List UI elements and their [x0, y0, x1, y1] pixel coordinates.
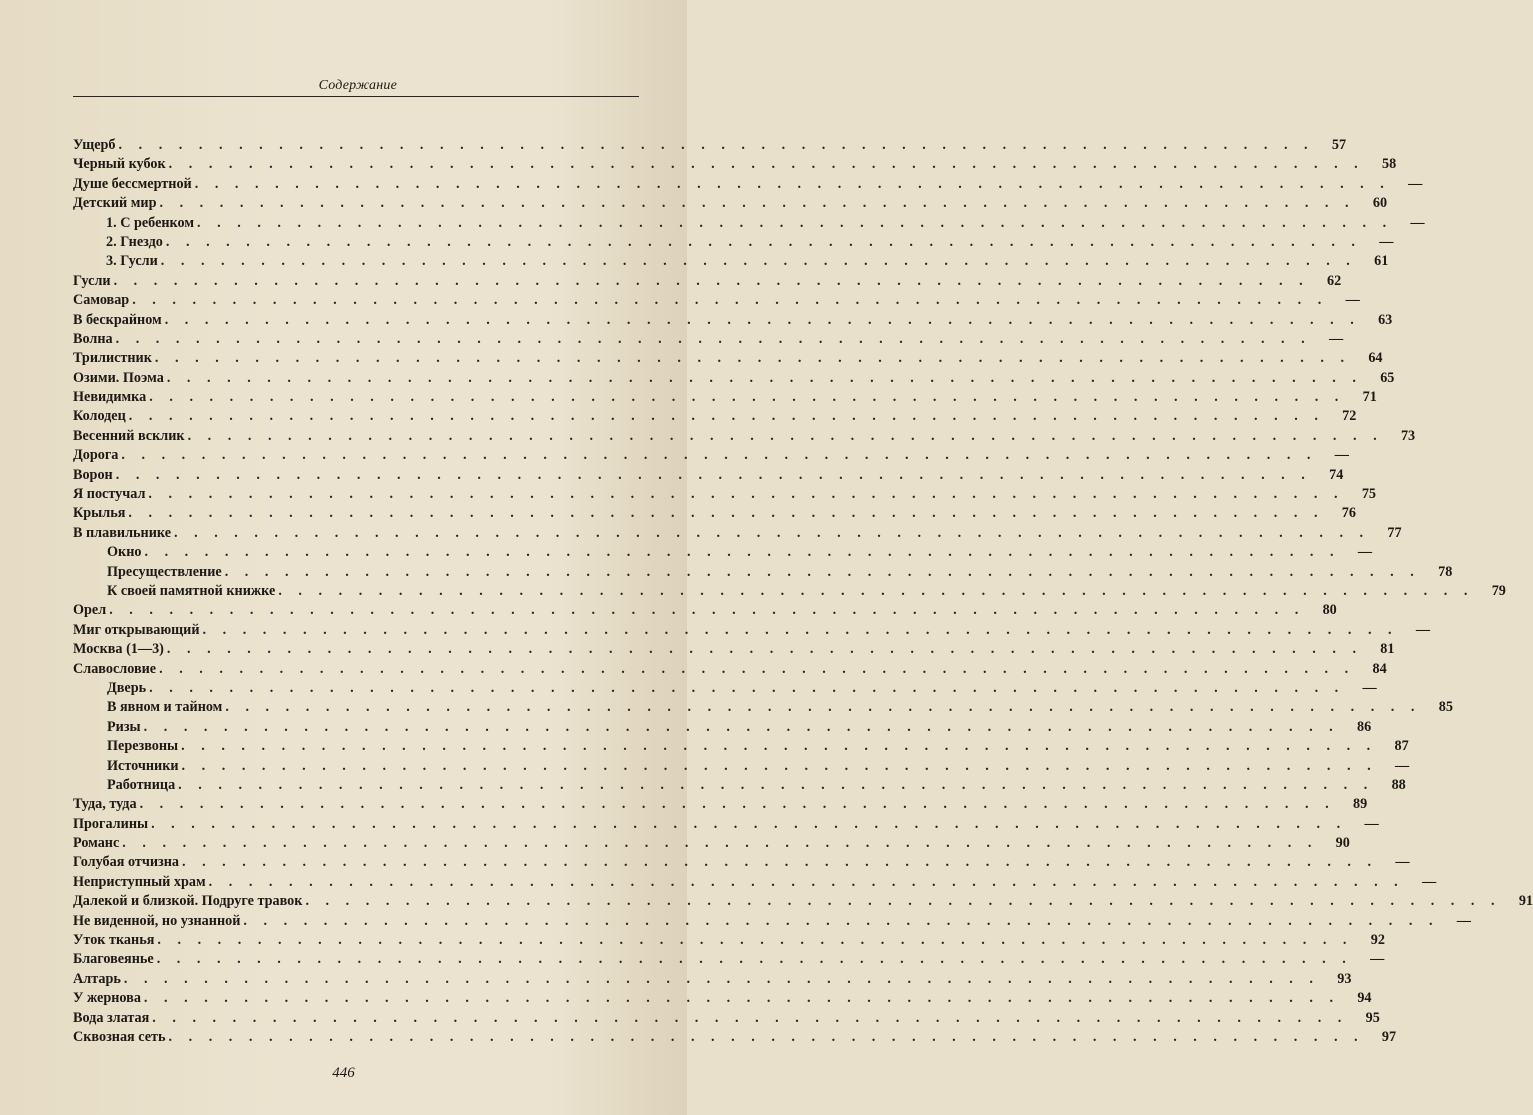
- header-title: Содержание: [318, 78, 397, 93]
- toc-entry: [73, 932, 1385, 951]
- toc-entry-title: Крылья: [73, 505, 126, 522]
- dot-leader: . . . . . . . . . . . . . . . . . . . . . . . . . . . . . . . . . . . . . . . . . . . . . . . . . . . . . . . . . . . .: [278, 582, 1474, 599]
- toc-entry-title: Ворон: [73, 466, 113, 483]
- toc-entry-page: 95: [1365, 1009, 1380, 1026]
- toc-entry-title: В бескрайном: [73, 311, 162, 328]
- toc-entry-title: К своей памятной книжке: [107, 582, 276, 599]
- toc-entry-page: 86: [1357, 718, 1372, 735]
- toc-entry-page: 94: [1357, 990, 1372, 1007]
- toc-entry: [73, 272, 1342, 292]
- dot-leader: . . . . . . . . . . . . . . . . . . . . . . . . . . . . . . . . . . . . . . . . . . . . . . . . . . . . . . . . . . . .: [174, 524, 1370, 541]
- toc-entry: [73, 854, 1410, 873]
- toc-entry-page: 76: [1341, 505, 1356, 522]
- toc-entry-title: Алтарь: [73, 970, 121, 987]
- toc-entry: [73, 621, 1431, 641]
- toc-entry-title: Уток тканья: [73, 932, 155, 949]
- toc-entry-title: Далекой и близкой. Подруге травок: [73, 893, 303, 910]
- toc-entry-title: Весенний всклик: [73, 427, 185, 444]
- toc-entry-page: 57: [1331, 137, 1347, 153]
- toc-entry-page: 81: [1380, 641, 1395, 658]
- toc-entry-page: 78: [1438, 563, 1453, 580]
- dot-leader: . . . . . . . . . . . . . . . . . . . . . . . . . . . . . . . . . . . . . . . . . . . . . . . . . . . . . . . . . . . .: [305, 893, 1502, 910]
- toc-entry: [73, 776, 1406, 796]
- toc-entry: [73, 660, 1387, 680]
- toc-entry: [73, 699, 1453, 718]
- dot-leader: . . . . . . . . . . . . . . . . . . . . . . . . . . . . . . . . . . . . . . . . . . . . . . . . . . . . . . . . . . . .: [132, 292, 1328, 309]
- toc-entry-page: 97: [1381, 1028, 1397, 1045]
- dot-leader: . . . . . . . . . . . . . . . . . . . . . . . . . . . . . . . . . . . . . . . . . . . . . . . . . . . . . . . . . . . .: [181, 738, 1377, 755]
- dot-leader: . . . . . . . . . . . . . . . . . . . . . . . . . . . . . . . . . . . . . . . . . . . . . . . . . . . . . . . . . . . .: [118, 137, 1315, 153]
- dot-leader: . . . . . . . . . . . . . . . . . . . . . . . . . . . . . . . . . . . . . . . . . . . . . . . . . . . . . . . . . . . .: [159, 660, 1355, 677]
- toc-entry: [73, 873, 1437, 893]
- toc-entry: [73, 796, 1368, 815]
- toc-entry: [73, 582, 1506, 602]
- toc-entry-page: —: [1456, 912, 1471, 929]
- toc-entry: [73, 137, 1347, 156]
- toc-entry: [73, 233, 1394, 253]
- toc-entry: [73, 893, 1533, 912]
- dot-leader: . . . . . . . . . . . . . . . . . . . . . . . . . . . . . . . . . . . . . . . . . . . . . . . . . . . . . . . . . . . .: [165, 233, 1362, 250]
- toc-entry-title: Благовеянье: [73, 951, 154, 968]
- dot-leader: . . . . . . . . . . . . . . . . . . . . . . . . . . . . . . . . . . . . . . . . . . . . . . . . . . . . . . . . . . . .: [154, 350, 1351, 367]
- toc-entry-page: 91: [1518, 893, 1533, 910]
- dot-leader: . . . . . . . . . . . . . . . . . . . . . . . . . . . . . . . . . . . . . . . . . . . . . . . . . . . . . . . . . . . .: [128, 505, 1324, 522]
- toc-entry: [73, 311, 1393, 331]
- dot-leader: . . . . . . . . . . . . . . . . . . . . . . . . . . . . . . . . . . . . . . . . . . . . . . . . . . . . . . . . . . . .: [187, 427, 1384, 444]
- dot-leader: . . . . . . . . . . . . . . . . . . . . . . . . . . . . . . . . . . . . . . . . . . . . . . . . . . . . . . . . . . . .: [159, 195, 1356, 212]
- toc-entry-title: Славословие: [73, 660, 157, 677]
- toc-entry-page: —: [1410, 214, 1425, 231]
- dot-leader: . . . . . . . . . . . . . . . . . . . . . . . . . . . . . . . . . . . . . . . . . . . . . . . . . . . . . . . . . . . .: [113, 272, 1310, 289]
- toc-entry: [73, 330, 1344, 350]
- dot-leader: . . . . . . . . . . . . . . . . . . . . . . . . . . . . . . . . . . . . . . . . . . . . . . . . . . . . . . . . . . . .: [143, 990, 1340, 1007]
- toc-entry-title: Миг открывающий: [73, 621, 200, 638]
- dot-leader: . . . . . . . . . . . . . . . . . . . . . . . . . . . . . . . . . . . . . . . . . . . . . . . . . . . . . . . . . . . .: [164, 311, 1361, 328]
- toc-entry-title: Москва (1—3): [73, 641, 164, 658]
- dot-leader: . . . . . . . . . . . . . . . . . . . . . . . . . . . . . . . . . . . . . . . . . . . . . . . . . . . . . . . . . . . .: [152, 1009, 1348, 1026]
- toc-entry: [73, 524, 1402, 544]
- toc-entry-page: 79: [1491, 582, 1506, 599]
- toc-entry: [73, 951, 1385, 970]
- toc-entry: [73, 505, 1356, 524]
- toc-entry-title: У жернова: [73, 990, 141, 1007]
- toc-entry-title: Я постучал: [73, 486, 146, 503]
- toc-entry: [73, 679, 1377, 699]
- toc-entry-page: 80: [1322, 602, 1337, 619]
- dot-leader: . . . . . . . . . . . . . . . . . . . . . . . . . . . . . . . . . . . . . . . . . . . . . . . . . . . . . . . . . . . .: [197, 214, 1393, 231]
- toc-entry-page: 58: [1382, 156, 1397, 173]
- toc-entry: [73, 389, 1377, 408]
- dot-leader: . . . . . . . . . . . . . . . . . . . . . . . . . . . . . . . . . . . . . . . . . . . . . . . . . . . . . . . . . . . .: [151, 815, 1347, 832]
- toc-entry: [73, 718, 1372, 738]
- toc-entry: [73, 1028, 1397, 1048]
- toc-entry-title: Детский мир: [73, 195, 157, 212]
- toc-entry-page: —: [1370, 951, 1385, 968]
- toc-entry-page: —: [1422, 873, 1437, 890]
- toc-entry-page: 63: [1378, 311, 1393, 328]
- toc-entry-page: 62: [1326, 272, 1342, 289]
- toc-entry-page: —: [1408, 175, 1423, 192]
- toc-entry-title: Неприступный храм: [73, 873, 206, 890]
- toc-entry: [73, 486, 1376, 505]
- toc-entry: [73, 912, 1471, 932]
- toc-entry-title: Прогалины: [73, 815, 149, 832]
- dot-leader: . . . . . . . . . . . . . . . . . . . . . . . . . . . . . . . . . . . . . . . . . . . . . . . . . . . . . . . . . . . .: [166, 641, 1363, 658]
- dot-leader: . . . . . . . . . . . . . . . . . . . . . . . . . . . . . . . . . . . . . . . . . . . . . . . . . . . . . . . . . . . .: [128, 408, 1325, 425]
- toc-entry: [73, 970, 1352, 990]
- dot-leader: . . . . . . . . . . . . . . . . . . . . . . . . . . . . . . . . . . . . . . . . . . . . . . . . . . . . . . . . . . . .: [121, 447, 1317, 464]
- toc-entry-title: 1. С ребенком: [106, 214, 195, 231]
- toc-entry-title: 2. Гнездо: [106, 233, 163, 250]
- toc-entry-title: В плавильнике: [73, 524, 172, 541]
- page-number: 446: [332, 1065, 355, 1081]
- dot-leader: . . . . . . . . . . . . . . . . . . . . . . . . . . . . . . . . . . . . . . . . . . . . . . . . . . . . . . . . . . . .: [148, 486, 1344, 503]
- dot-leader: . . . . . . . . . . . . . . . . . . . . . . . . . . . . . . . . . . . . . . . . . . . . . . . . . . . . . . . . . . . .: [225, 699, 1421, 716]
- toc-entry: [73, 447, 1349, 466]
- toc-entry-page: —: [1364, 815, 1379, 832]
- toc-entry-page: —: [1357, 544, 1373, 561]
- toc-entry-title: Озими. Поэма: [73, 369, 164, 386]
- toc-entry-page: 93: [1337, 970, 1352, 987]
- toc-entry: [73, 175, 1423, 195]
- toc-entry-title: Не виденной, но узнанной: [73, 912, 241, 929]
- toc-entry-title: Пресуществление: [107, 563, 222, 580]
- toc-entry-title: Трилистник: [73, 350, 152, 367]
- toc-entry-page: 90: [1335, 835, 1350, 852]
- toc-entry-page: 84: [1372, 660, 1387, 677]
- dot-leader: . . . . . . . . . . . . . . . . . . . . . . . . . . . . . . . . . . . . . . . . . . . . . . . . . . . . . . . . . . . .: [115, 466, 1312, 483]
- dot-leader: . . . . . . . . . . . . . . . . . . . . . . . . . . . . . . . . . . . . . . . . . . . . . . . . . . . . . . . . . . . .: [144, 544, 1341, 561]
- dot-leader: . . . . . . . . . . . . . . . . . . . . . . . . . . . . . . . . . . . . . . . . . . . . . . . . . . . . . . . . . . . .: [160, 253, 1357, 270]
- toc-entry-title: Черный кубок: [73, 156, 166, 173]
- toc-entry-title: Дверь: [107, 679, 147, 696]
- running-header: [73, 78, 639, 97]
- dot-leader: . . . . . . . . . . . . . . . . . . . . . . . . . . . . . . . . . . . . . . . . . . . . . . . . . . . . . . . . . . . .: [115, 330, 1312, 347]
- toc-entry-page: 85: [1438, 699, 1453, 716]
- toc-entry-page: 74: [1329, 466, 1344, 483]
- toc-entry-page: 64: [1368, 350, 1383, 367]
- toc-entry: [73, 350, 1383, 369]
- dot-leader: . . . . . . . . . . . . . . . . . . . . . . . . . . . . . . . . . . . . . . . . . . . . . . . . . . . . . . . . . . . .: [181, 757, 1378, 774]
- toc-entry-title: В явном и тайном: [107, 699, 223, 716]
- toc-entry-title: Романс: [73, 835, 120, 852]
- toc-entry: [73, 544, 1373, 563]
- dot-leader: . . . . . . . . . . . . . . . . . . . . . . . . . . . . . . . . . . . . . . . . . . . . . . . . . . . . . . . . . . . .: [149, 679, 1345, 696]
- toc-entry-page: 75: [1361, 486, 1376, 503]
- toc-entry-title: Ризы: [107, 718, 141, 735]
- dot-leader: . . . . . . . . . . . . . . . . . . . . . . . . . . . . . . . . . . . . . . . . . . . . . . . . . . . . . . . . . . . .: [168, 156, 1365, 173]
- toc-entry-page: 77: [1387, 524, 1402, 541]
- toc-entry-page: —: [1345, 292, 1360, 309]
- dot-leader: . . . . . . . . . . . . . . . . . . . . . . . . . . . . . . . . . . . . . . . . . . . . . . . . . . . . . . . . . . . .: [194, 175, 1391, 192]
- dot-leader: . . . . . . . . . . . . . . . . . . . . . . . . . . . . . . . . . . . . . . . . . . . . . . . . . . . . . . . . . . . .: [109, 602, 1305, 619]
- toc-entry-title: Гусли: [73, 272, 111, 289]
- toc-entry-title: Окно: [107, 544, 142, 561]
- toc-entry-title: Сквозная сеть: [73, 1028, 166, 1045]
- toc-entry-page: 87: [1394, 738, 1409, 755]
- dot-leader: . . . . . . . . . . . . . . . . . . . . . . . . . . . . . . . . . . . . . . . . . . . . . . . . . . . . . . . . . . . .: [202, 621, 1399, 638]
- toc-entry-page: —: [1329, 330, 1344, 347]
- dot-leader: . . . . . . . . . . . . . . . . . . . . . . . . . . . . . . . . . . . . . . . . . . . . . . . . . . . . . . . . . . . .: [168, 1028, 1365, 1045]
- dot-leader: . . . . . . . . . . . . . . . . . . . . . . . . . . . . . . . . . . . . . . . . . . . . . . . . . . . . . . . . . . . .: [156, 951, 1353, 968]
- toc-entry-page: 65: [1380, 369, 1395, 386]
- dot-leader: . . . . . . . . . . . . . . . . . . . . . . . . . . . . . . . . . . . . . . . . . . . . . . . . . . . . . . . . . . . .: [122, 835, 1318, 852]
- toc-entry-page: 88: [1391, 776, 1406, 793]
- toc-entry-title: Орел: [73, 602, 107, 619]
- dot-leader: . . . . . . . . . . . . . . . . . . . . . . . . . . . . . . . . . . . . . . . . . . . . . . . . . . . . . . . . . . . .: [149, 389, 1345, 406]
- toc-entry-page: —: [1394, 757, 1410, 774]
- toc-entry-page: —: [1362, 679, 1377, 696]
- toc-entry-page: —: [1395, 854, 1410, 871]
- toc-entry: [73, 408, 1357, 427]
- toc-entry-page: —: [1379, 233, 1394, 250]
- toc-entry-title: Вода златая: [73, 1009, 150, 1026]
- toc-entry-title: Ущерб: [73, 137, 116, 153]
- toc-entry: [73, 738, 1409, 757]
- toc-entry: [73, 641, 1395, 660]
- toc-entry-title: Дорога: [73, 447, 119, 464]
- toc-entry: [73, 815, 1379, 835]
- toc-entry: [73, 466, 1344, 486]
- toc-entry: [73, 563, 1453, 583]
- dot-leader: . . . . . . . . . . . . . . . . . . . . . . . . . . . . . . . . . . . . . . . . . . . . . . . . . . . . . . . . . . . .: [224, 563, 1421, 580]
- dot-leader: . . . . . . . . . . . . . . . . . . . . . . . . . . . . . . . . . . . . . . . . . . . . . . . . . . . . . . . . . . . .: [208, 873, 1405, 890]
- toc-entry-title: Самовар: [73, 292, 130, 309]
- toc-entry: [73, 757, 1410, 777]
- toc-entry-title: Перезвоны: [107, 738, 179, 755]
- toc-entry-page: 71: [1362, 389, 1377, 406]
- dot-leader: . . . . . . . . . . . . . . . . . . . . . . . . . . . . . . . . . . . . . . . . . . . . . . . . . . . . . . . . . . . .: [166, 369, 1363, 386]
- toc-entry-title: Туда, туда: [73, 796, 137, 813]
- toc-entry-title: Невидимка: [73, 389, 147, 406]
- dot-leader: . . . . . . . . . . . . . . . . . . . . . . . . . . . . . . . . . . . . . . . . . . . . . . . . . . . . . . . . . . . .: [181, 854, 1378, 871]
- toc-entry: [73, 369, 1395, 389]
- toc-entry-page: 72: [1342, 408, 1357, 425]
- toc-entry: [73, 253, 1389, 272]
- dot-leader: . . . . . . . . . . . . . . . . . . . . . . . . . . . . . . . . . . . . . . . . . . . . . . . . . . . . . . . . . . . .: [178, 776, 1374, 793]
- toc-entry: [73, 602, 1337, 621]
- toc-entry-page: 89: [1352, 796, 1368, 813]
- toc-entry-title: Волна: [73, 330, 113, 347]
- toc-entry: [73, 292, 1360, 311]
- toc-entry-page: 73: [1400, 427, 1416, 444]
- toc-entry: [73, 214, 1425, 234]
- toc-entry-page: —: [1334, 447, 1349, 464]
- toc-entry-title: 3. Гусли: [106, 253, 158, 270]
- toc-entry: [73, 427, 1416, 447]
- dot-leader: . . . . . . . . . . . . . . . . . . . . . . . . . . . . . . . . . . . . . . . . . . . . . . . . . . . . . . . . . . . .: [123, 970, 1320, 987]
- toc-entry: [73, 990, 1372, 1009]
- toc-entry-page: 60: [1372, 195, 1388, 212]
- toc-entry: [73, 195, 1388, 214]
- dot-leader: . . . . . . . . . . . . . . . . . . . . . . . . . . . . . . . . . . . . . . . . . . . . . . . . . . . . . . . . . . . .: [243, 912, 1439, 929]
- toc-entry: [73, 835, 1350, 854]
- toc-entry-page: 61: [1374, 253, 1389, 270]
- toc-entry-title: Голубая отчизна: [73, 854, 179, 871]
- table-of-contents: [73, 137, 1533, 1048]
- toc-entry: [73, 1009, 1380, 1029]
- toc-entry-page: —: [1415, 621, 1431, 638]
- toc-entry-page: 92: [1370, 932, 1385, 949]
- toc-entry: [73, 156, 1397, 175]
- dot-leader: . . . . . . . . . . . . . . . . . . . . . . . . . . . . . . . . . . . . . . . . . . . . . . . . . . . . . . . . . . . .: [143, 718, 1340, 735]
- toc-entry-title: Колодец: [73, 408, 126, 425]
- toc-entry-title: Источники: [107, 757, 179, 774]
- dot-leader: . . . . . . . . . . . . . . . . . . . . . . . . . . . . . . . . . . . . . . . . . . . . . . . . . . . . . . . . . . . .: [139, 796, 1336, 813]
- toc-entry-title: Работница: [107, 776, 176, 793]
- toc-entry-title: Душе бессмертной: [73, 175, 192, 192]
- dot-leader: . . . . . . . . . . . . . . . . . . . . . . . . . . . . . . . . . . . . . . . . . . . . . . . . . . . . . . . . . . . .: [157, 932, 1353, 949]
